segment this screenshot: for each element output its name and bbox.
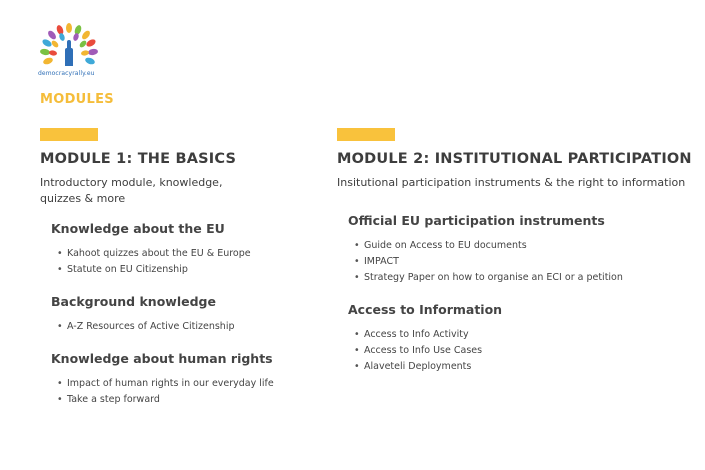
module-1-column <box>40 128 310 408</box>
section-access-to-information <box>348 302 697 375</box>
list-item[interactable]: • Strategy Paper on how to organise an ECI or a petition <box>348 270 697 286</box>
section-title: Access to Information <box>348 302 503 317</box>
list-item[interactable]: • IMPACT <box>348 254 697 270</box>
list-item[interactable]: • Kahoot quizzes about the EU & Europe <box>51 246 310 262</box>
list-item[interactable]: • Impact of human rights in our everyday life <box>51 376 310 392</box>
section-title: Knowledge about human rights <box>51 351 273 366</box>
resource-list <box>348 327 697 375</box>
logo-text[interactable]: democracyrally.eu <box>38 70 95 77</box>
resource-list <box>51 376 310 408</box>
section-eu-participation-instruments <box>348 213 697 286</box>
section-title: Background knowledge <box>51 294 216 309</box>
list-item[interactable]: • Access to Info Use Cases <box>348 343 697 359</box>
list-item[interactable]: • Take a step forward <box>51 392 310 408</box>
section-human-rights <box>51 351 310 408</box>
list-item[interactable]: • Guide on Access to EU documents <box>348 238 697 254</box>
module-title: MODULE 1: THE BASICS <box>40 151 237 167</box>
section-title: Knowledge about the EU <box>51 221 225 236</box>
accent-bar <box>337 128 395 141</box>
module-description: Insitutional participation instruments & the right to information <box>337 176 686 189</box>
module-description: Introductory module, knowledge, quizzes & more <box>40 176 223 205</box>
resource-list <box>51 246 310 278</box>
resource-list <box>51 319 310 335</box>
list-item[interactable]: • A-Z Resources of Active Citizenship <box>51 319 310 335</box>
modules-heading: MODULES <box>40 92 114 107</box>
module-2-column <box>337 128 697 375</box>
section-title: Official EU participation instruments <box>348 213 605 228</box>
module-title: MODULE 2: INSTITUTIONAL PARTICIPATION <box>337 151 692 167</box>
list-item[interactable]: • Alaveteli Deployments <box>348 359 697 375</box>
section-knowledge-eu <box>51 221 310 278</box>
section-background-knowledge <box>51 294 310 335</box>
list-item[interactable]: • Statute on EU Citizenship <box>51 262 310 278</box>
list-item[interactable]: • Access to Info Activity <box>348 327 697 343</box>
accent-bar <box>40 128 98 141</box>
resource-list <box>348 238 697 286</box>
